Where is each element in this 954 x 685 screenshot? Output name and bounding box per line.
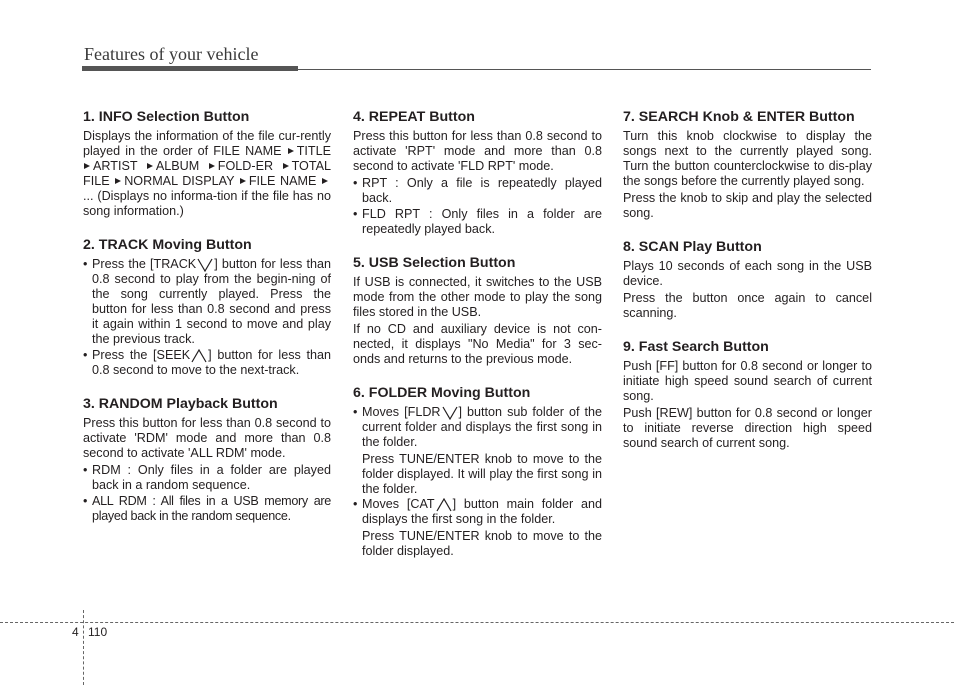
arrow-right-icon [147,163,153,169]
paragraph: If USB is connected, it switches to the USB mode from the other mode to play the song files stored in the USB. [353,275,602,319]
arrow-right-icon [209,163,215,169]
section-usb [353,255,602,367]
chevron-up-icon [191,349,207,363]
section-repeat [353,109,602,237]
section-title: 5. USB Selection Button [353,255,516,271]
paragraph: Press this button for less than 0.8 second to activate 'RDM' mode and more than 0.8 second to activate 'ALL RDM' mode. [83,416,331,460]
section-track [83,237,331,378]
arrow-right-icon [322,178,328,184]
bullet-item: • Press the [SEEK ] button for less than 0.8 second to move to the next-track. [83,348,331,377]
section-title: 8. SCAN Play Button [623,239,762,255]
section-folder [353,385,602,559]
section-title: 7. SEARCH Knob & ENTER Button [623,109,855,125]
section-title: 1. INFO Selection Button [83,109,250,125]
section-title: 6. FOLDER Moving Button [353,385,531,401]
section-title: 4. REPEAT Button [353,109,475,125]
column-3 [623,109,872,469]
info-text: Displays the information of the file cur-rently played in the order of FILE NAME TITLE ARTIST ALBUM FOLD-ER TOTAL FILE NORMAL DISPLAY FILE NAME ... (Displays no informa-tion if the file has no song information.) [83,129,332,218]
column-2 [353,109,602,577]
arrow-right-icon [84,163,90,169]
section-title: 2. TRACK Moving Button [83,237,252,253]
section-search [623,109,872,221]
crop-line-vertical [83,610,84,685]
arrow-right-icon [288,148,294,154]
paragraph: Plays 10 seconds of each song in the USB device. [623,259,872,288]
bullet-item: • Moves [FLDR ] button sub folder of the current folder and displays the first song in the folder. [353,405,602,449]
header-bar [82,66,298,71]
paragraph: Press the knob to skip and play the selected song. [623,191,872,220]
bullet-item: • RPT : Only a file is repeatedly played back. [353,176,602,205]
chevron-down-icon [442,406,458,420]
section-scan [623,239,872,321]
arrow-right-icon [283,163,289,169]
paragraph: Push [REW] button for 0.8 second or longer to initiate reverse direction high speed sound search of current song. [623,406,872,450]
bullet-item: • FLD RPT : Only files in a folder are repeatedly played back. [353,207,602,236]
arrow-right-icon [115,178,121,184]
crop-line-horizontal [0,622,954,623]
section-info [83,109,331,219]
chevron-down-icon [197,258,213,272]
section-title: 3. RANDOM Playback Button [83,396,278,412]
paragraph: Push [FF] button for 0.8 second or longer to initiate high speed sound search of current song. [623,359,872,403]
header-rule [298,69,871,70]
bullet-item: • RDM : Only files in a folder are played back in a random sequence. [83,463,331,492]
paragraph: Press this button for less than 0.8 second to activate 'RPT' mode and more than 0.8 second to activate 'FLD RPT' mode. [353,129,602,173]
page-number: 110 [88,625,108,639]
bullet-item: • Moves [CAT ] button main folder and displays the first song in the folder. [353,497,602,526]
bullet-subtext: Press TUNE/ENTER knob to move to the folder displayed. [362,529,602,558]
chevron-up-icon [436,498,452,512]
paragraph: Turn this knob clockwise to display the songs next to the currently played song. Turn the button counterclockwise to dis-play the songs before the currently played song. [623,129,872,188]
bullet-item: • ALL RDM : All files in a USB memory are played back in the random sequence. [83,494,331,523]
chapter-number: 4 [72,625,79,639]
section-title: 9. Fast Search Button [623,339,769,355]
bullet-item: • Press the [TRACK ] button for less than 0.8 second to play from the begin-ning of the song currently played. Press the button for less than 0.8 second and press it again within 1 second to move and play the previous track. [83,257,331,346]
column-1 [83,109,331,542]
arrow-right-icon [240,178,246,184]
paragraph: If no CD and auxiliary device is not con-nected, it displays "No Media" for 3 sec-onds and returns to the previous mode. [353,322,602,366]
section-fast-search [623,339,872,451]
section-random [83,396,331,524]
bullet-subtext: Press TUNE/ENTER knob to move to the folder displayed. It will play the first song in the folder. [362,452,602,496]
page-header-title: Features of your vehicle [84,44,259,64]
paragraph: Press the button once again to cancel scanning. [623,291,872,320]
